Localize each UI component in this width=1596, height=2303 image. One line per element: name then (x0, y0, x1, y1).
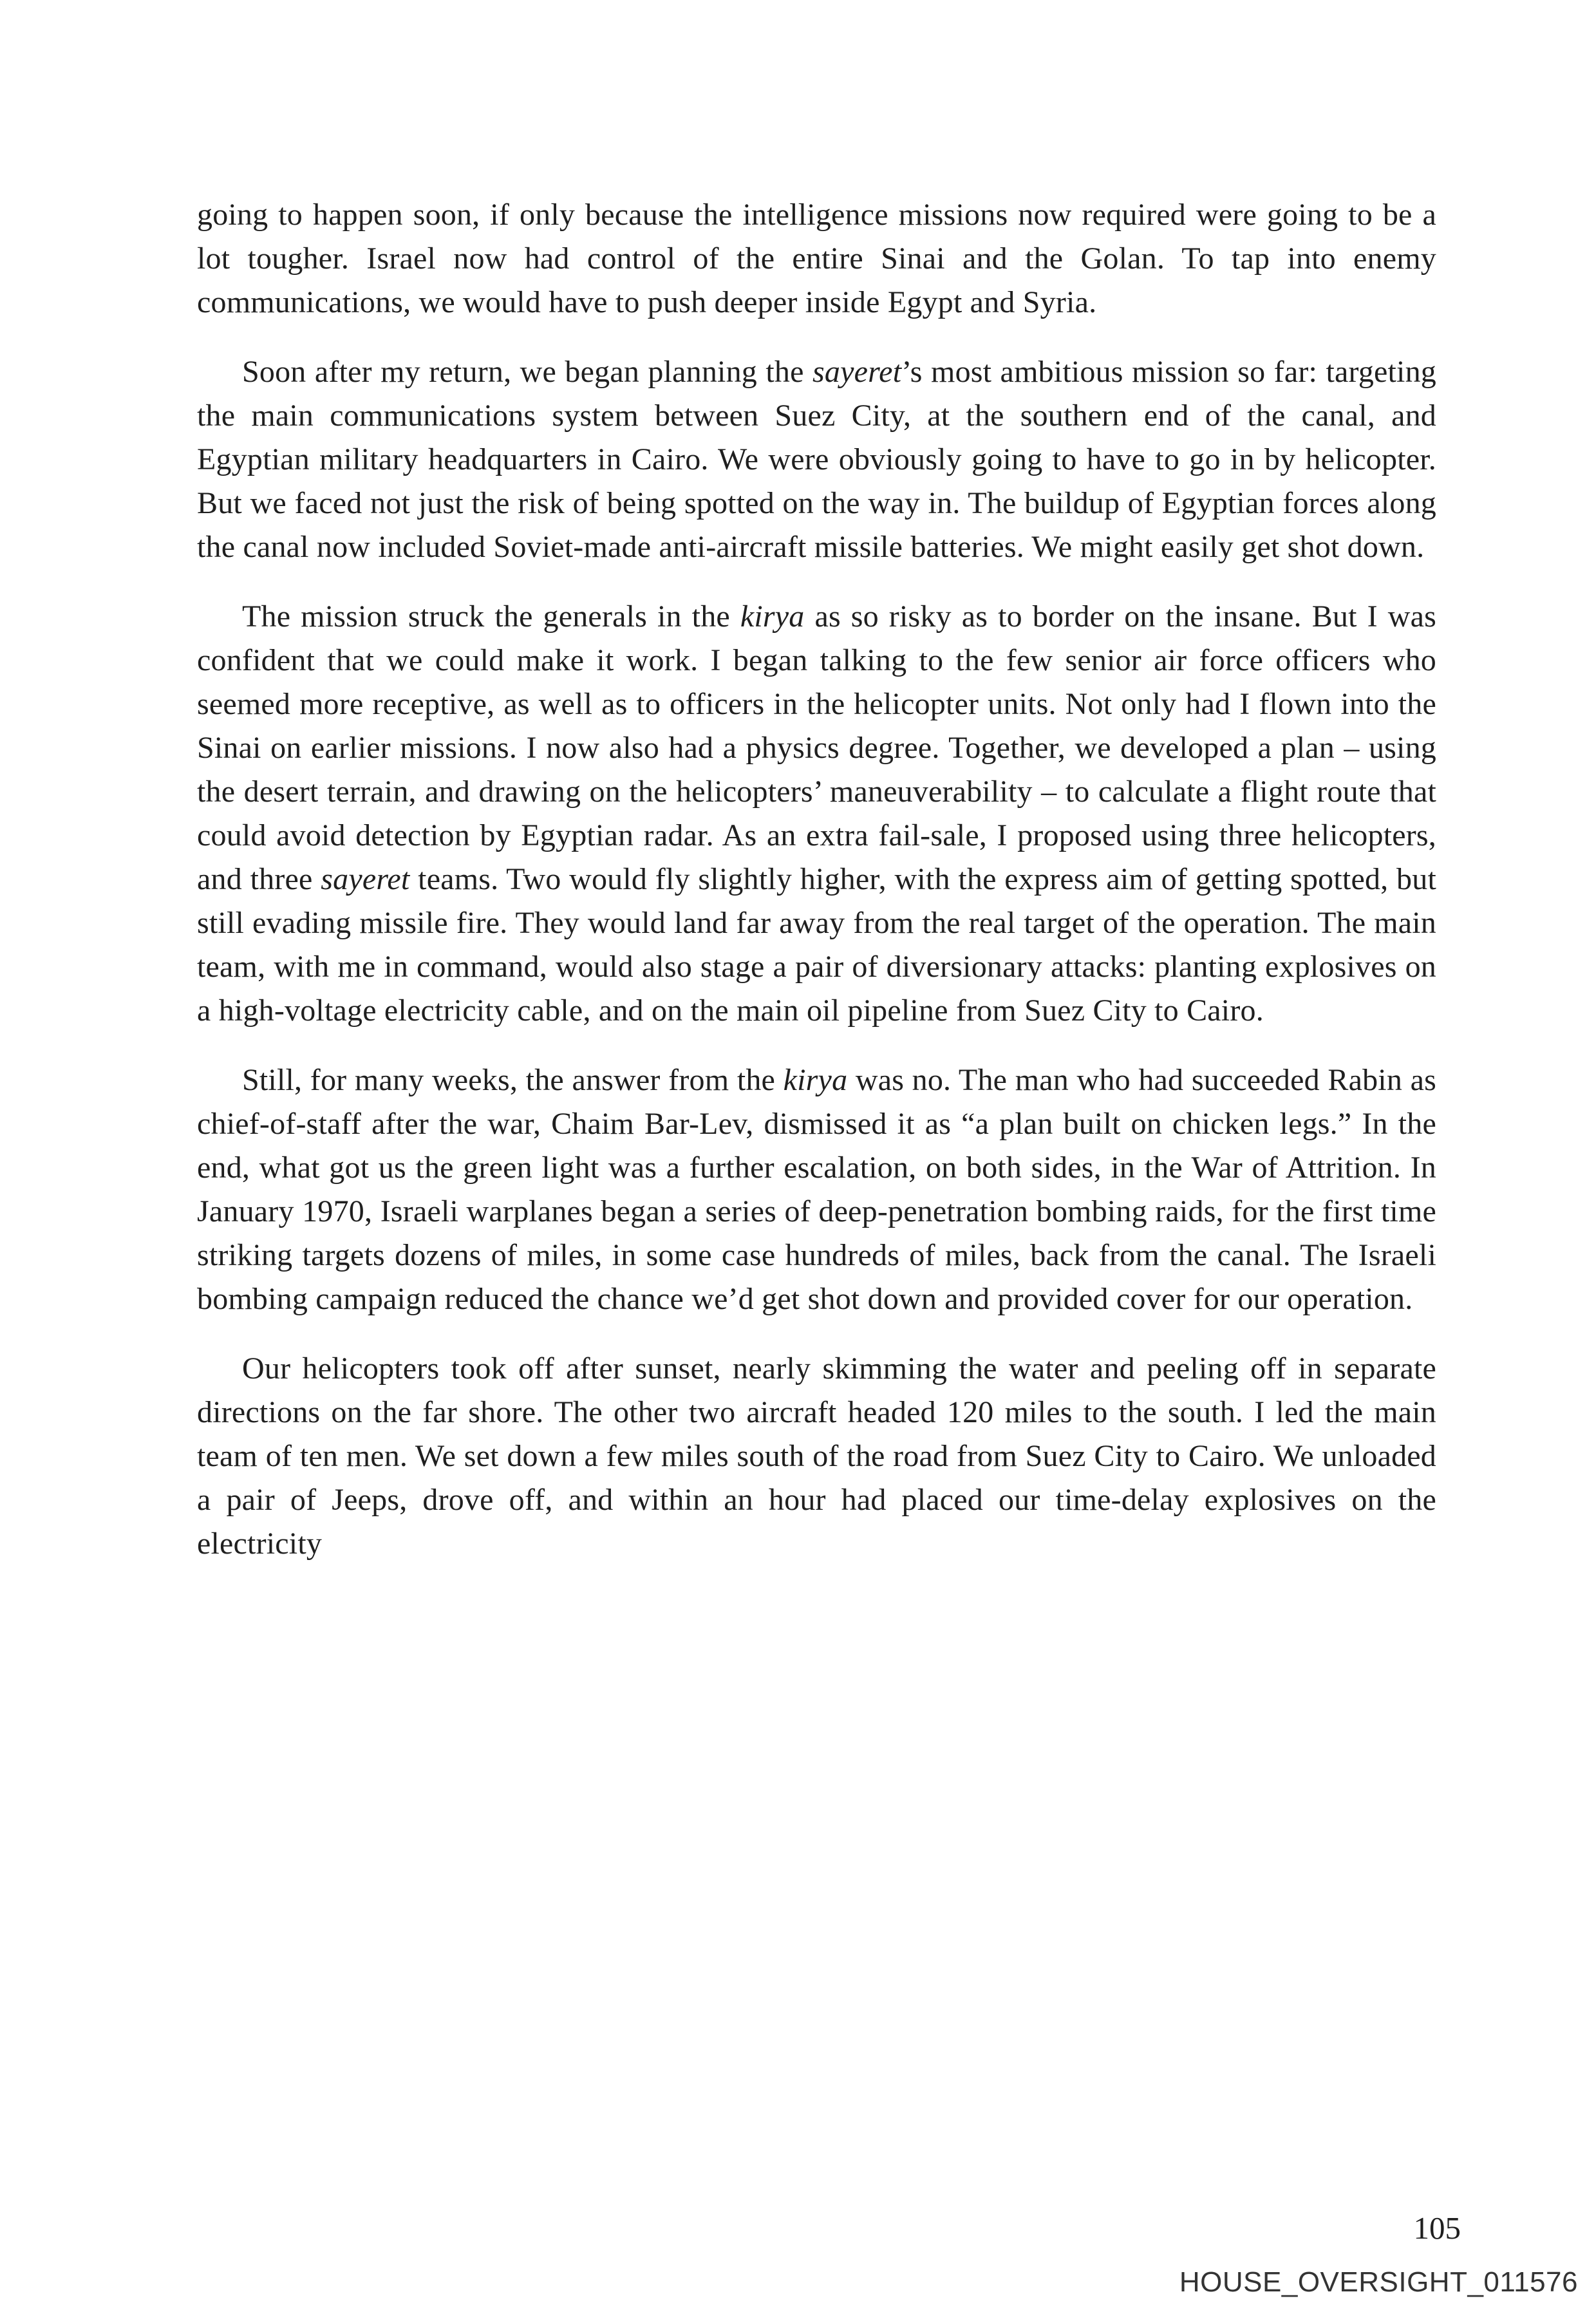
paragraph-operation (197, 1347, 1436, 1566)
italic-term-kirya: kirya (783, 1063, 848, 1097)
body-text (197, 193, 1436, 1592)
italic-term-sayeret: sayeret (812, 355, 902, 389)
page-number: 105 (1413, 2210, 1461, 2246)
paragraph-green-light (197, 1058, 1436, 1321)
text-run: Soon after my return, we began planning the (242, 355, 812, 389)
paragraph-mission-planning (197, 350, 1436, 569)
paragraph-generals-reaction (197, 595, 1436, 1033)
text-run: teams. Two would fly slightly higher, with the express aim of getting spotted, but still evading missile fire. They would land far away from the real target of the operation. The main team, with me in command, would also stage a pair of diversionary attacks: planting explosives on a high-voltage electricity cable, and on the main oil pipeline from Suez City to Cairo. (197, 862, 1436, 1028)
italic-term-kirya: kirya (740, 599, 805, 634)
paragraph-continuation (197, 193, 1436, 324)
text-run: going to happen soon, if only because the intelligence missions now required were going to be a lot tougher. Israel now had control of the entire Sinai and the Golan. To tap into enemy communications, we would have to push deeper inside Egypt and Syria. (197, 198, 1436, 319)
text-run: as so risky as to border on the insane. But I was confident that we could make it work. I began talking to the few senior air force officers who seemed more receptive, as well as to officers in the helicopter units. Not only had I flown into the Sinai on earlier missions. I now also had a physics degree. Together, we developed a plan – using the desert terrain, and drawing on the helicopters’ maneuverability – to calculate a flight route that could avoid detection by Egyptian radar. As an extra fail-sale, I proposed using three helicopters, and three (197, 599, 1436, 896)
bates-stamp: HOUSE_OVERSIGHT_011576 (1179, 2266, 1578, 2298)
italic-term-sayeret: sayeret (321, 862, 410, 896)
text-run: Our helicopters took off after sunset, nearly skimming the water and peeling off in separate directions on the far shore. The other two aircraft headed 120 miles to the south. I led the main team of ten men. We set down a few miles south of the road from Suez City to Cairo. We unloaded a pair of Jeeps, drove off, and within an hour had placed our time-delay explosives on the electricity (197, 1351, 1436, 1561)
text-run: Still, for many weeks, the answer from the (242, 1063, 784, 1097)
text-run: ’s most ambitious mission so far: targeting the main communications system between Suez City, at the southern end of the canal, and Egyptian military headquarters in Cairo. We were obviously going to have to go in by helicopter. But we faced not just the risk of being spotted on the way in. The buildup of Egyptian forces along the canal now included Soviet-made anti-aircraft missile batteries. We might easily get shot down. (197, 355, 1436, 564)
text-run: was no. The man who had succeeded Rabin as chief-of-staff after the war, Chaim Bar-Lev, dismissed it as “a plan built on chicken legs.” In the end, what got us the green light was a further escalation, on both sides, in the War of Attrition. In January 1970, Israeli warplanes began a series of deep-penetration bombing raids, for the first time striking targets dozens of miles, in some case hundreds of miles, back from the canal. The Israeli bombing campaign reduced the chance we’d get shot down and provided cover for our operation. (197, 1063, 1436, 1316)
text-run: The mission struck the generals in the (242, 599, 740, 634)
